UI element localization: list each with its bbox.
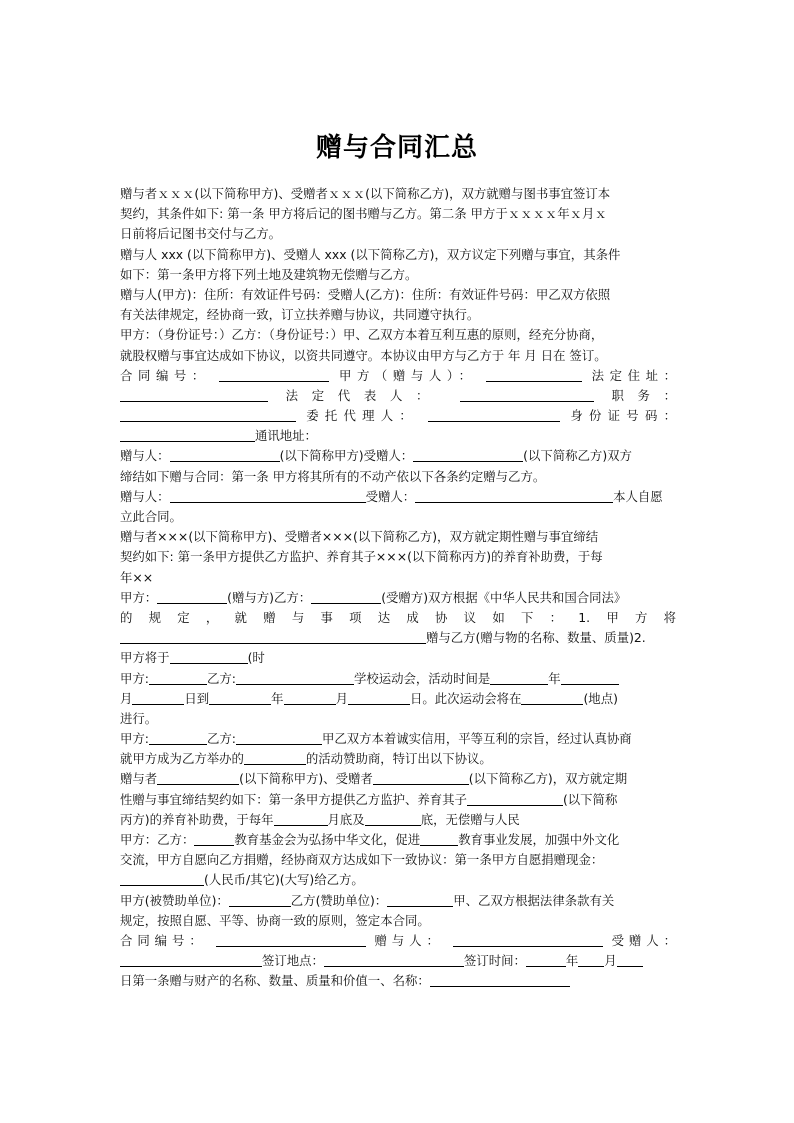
blank-underline	[348, 690, 410, 705]
line-text: 交流，甲方自愿向乙方捐赠，经协商双方达成如下一致协议：第一条甲方自愿捐赠现金：	[120, 852, 604, 868]
line-text: 年	[271, 690, 284, 706]
line-text: 的规定，就赠与事项达成协议如下：1.甲方将	[120, 609, 676, 625]
line-text: 立此合同。	[120, 509, 182, 524]
blank-underline	[120, 952, 262, 967]
text-line	[120, 507, 676, 527]
text-line	[120, 487, 676, 507]
text-line	[120, 971, 676, 991]
line-text: 合同编号：	[120, 932, 207, 948]
line-text: 月	[120, 690, 133, 706]
line-text: 赠与者×××(以下简称甲方)、受赠者×××(以下简称乙方)，双方就定期性赠与事宜缔结	[120, 529, 599, 545]
line-text: (以下简称	[562, 791, 618, 807]
text-line	[120, 366, 676, 386]
text-line	[120, 669, 676, 689]
line-text: 进行。	[120, 710, 158, 726]
text-line	[120, 467, 676, 487]
line-text: (以下简称乙方)双方	[523, 448, 632, 464]
text-line	[120, 406, 676, 426]
line-text: 受赠人：	[611, 932, 676, 948]
blank-underline	[236, 730, 322, 745]
text-line	[120, 588, 676, 608]
line-text: 甲方：乙方：	[120, 832, 195, 847]
text-line	[120, 386, 676, 406]
text-line	[120, 891, 676, 911]
blank-underline	[170, 447, 280, 462]
line-text: (以下简称乙方)，双方就定期	[468, 771, 628, 787]
line-text: 法定代表人：	[285, 387, 443, 403]
blank-underline	[561, 670, 619, 685]
text-line	[120, 527, 676, 547]
line-text: 契约如下: 第一条甲方提供乙方监护、养育其子×××(以下简称丙方)的养育补助费，于每	[120, 549, 603, 565]
line-text: 日。此次运动会将在	[409, 690, 522, 706]
line-text: 法定住址：	[591, 367, 676, 383]
line-text: 契约，其条件如下: 第一条 甲方将后记的图书赠与乙方。第二条 甲方于ｘｘｘｘ年ｘ月ｘ	[120, 206, 607, 222]
line-text: 赠与者ｘｘｘ(以下简称甲方)、受赠者ｘｘｘ(以下简称乙方)，双方就赠与图书事宜签订本	[120, 186, 611, 201]
line-text: 有关法律规定，经协商一致，订立扶养赠与协议，共同遵守执行。	[120, 307, 480, 323]
text-line	[120, 709, 676, 729]
line-text: 甲方：	[120, 589, 158, 605]
line-text: (以下简称甲方)、受赠者	[239, 771, 373, 787]
line-text: 甲方:	[120, 731, 149, 747]
blank-underline	[521, 690, 583, 705]
blank-underline	[120, 387, 268, 402]
line-text: 赠与人(甲方)：住所：有效证件号码：受赠人(乙方)：住所：有效证件号码：甲乙双方依照	[120, 286, 611, 302]
line-text: 赠与人：	[374, 932, 444, 948]
blank-underline	[157, 770, 239, 785]
blank-underline	[149, 730, 207, 745]
blank-underline	[617, 952, 643, 967]
line-text: 教育事业发展，加强中外文化	[458, 832, 620, 847]
text-line	[120, 729, 676, 749]
text-line	[120, 224, 676, 244]
blank-underline	[365, 811, 421, 826]
line-text: 职务：	[611, 387, 676, 403]
blank-underline	[194, 831, 234, 846]
text-line	[120, 547, 676, 567]
text-line	[120, 951, 676, 971]
blank-underline	[373, 770, 469, 785]
line-text: 缔结如下赠与合同：第一条 甲方将其所有的不动产依以下各条约定赠与乙方。	[120, 468, 546, 484]
text-line	[120, 790, 676, 810]
blank-underline	[526, 952, 566, 967]
line-text: 甲乙双方本着诚实信用，平等互利的宗旨，经过认真协商	[321, 731, 632, 747]
line-text: (赠与方)乙方：	[227, 589, 312, 605]
line-text: 合同编号：	[120, 367, 210, 383]
blank-underline	[284, 690, 336, 705]
text-line	[120, 346, 676, 366]
blank-underline	[274, 811, 328, 826]
blank-underline	[428, 407, 560, 422]
text-line	[120, 769, 676, 789]
text-line	[120, 608, 676, 628]
line-text: 性赠与事宜缔结契约如下：第一条甲方提供乙方监护、养育其子	[120, 791, 467, 807]
line-text: 丙方)的养育补助费，于每年	[120, 811, 274, 827]
blank-underline	[120, 871, 204, 886]
document-body	[120, 184, 676, 992]
line-text: 身份证号码：	[570, 408, 676, 424]
text-line	[120, 931, 676, 951]
blank-underline	[453, 932, 603, 947]
blank-underline	[490, 670, 548, 685]
blank-underline	[311, 589, 381, 604]
line-text: 赠与人 xxx (以下简称甲方)、受赠人 xxx (以下简称乙方)，双方议定下列赠与事宜，其条件	[120, 246, 621, 262]
text-line	[120, 830, 676, 850]
line-text: 赠与人：	[120, 448, 170, 464]
text-line	[120, 850, 676, 870]
blank-underline	[467, 791, 563, 806]
text-line	[120, 184, 676, 204]
line-text: 甲方：（身份证号：）乙方：（身份证号：）甲、乙双方本着互利互惠的原则，经充分协商，	[120, 327, 604, 343]
line-text: 甲方（赠与人）：	[338, 367, 477, 383]
line-text: 年××	[120, 569, 154, 585]
blank-underline	[244, 750, 306, 765]
line-text: 赠与者	[120, 771, 158, 787]
line-text: 月底及	[327, 811, 365, 827]
line-text: 就甲方成为乙方举办的	[120, 751, 244, 767]
line-text: (时	[247, 650, 265, 666]
line-text: 月	[335, 690, 348, 706]
line-text: 赠与人：	[120, 488, 170, 504]
text-line	[120, 911, 676, 931]
line-text: 规定，按照自愿、平等、协商一致的原则，签定本合同。	[120, 912, 430, 928]
line-text: 签订地点：	[262, 953, 324, 969]
line-text: 日第一条赠与财产的名称、数量、质量和价值一、名称：	[120, 973, 430, 989]
line-text: 签订时间：	[463, 953, 526, 969]
blank-underline	[209, 690, 271, 705]
line-text: 日前将后记图书交付与乙方。	[120, 226, 282, 242]
text-line	[120, 568, 676, 588]
line-text: (受赠方)双方根据《中华人民共和国合同法》	[381, 589, 627, 605]
document-title: 赠与合同汇总	[315, 133, 478, 163]
line-text: (以下简称甲方)受赠人：	[279, 448, 414, 464]
line-text: 通讯地址：	[255, 428, 317, 444]
line-text: 甲方:	[120, 670, 149, 686]
line-text: 受赠人：	[365, 488, 416, 504]
text-line	[120, 749, 676, 769]
text-line	[120, 689, 676, 709]
blank-underline	[413, 447, 523, 462]
line-text: 赠与乙方(赠与物的名称、数量、质量)2.	[426, 630, 646, 646]
line-text: 年	[548, 670, 561, 686]
line-text: 如下：第一条甲方将下列土地及建筑物无偿赠与乙方。	[120, 266, 418, 282]
blank-underline	[120, 629, 426, 644]
blank-underline	[229, 892, 291, 907]
line-text: 本人自愿	[613, 488, 663, 504]
blank-underline	[415, 488, 613, 503]
text-line	[120, 325, 676, 345]
blank-underline	[460, 387, 594, 402]
text-line	[120, 628, 676, 648]
line-text: 乙方:	[206, 731, 236, 747]
blank-underline	[219, 367, 329, 382]
blank-underline	[149, 670, 207, 685]
blank-underline	[170, 649, 248, 664]
line-text: 甲方(被赞助单位)：	[120, 892, 229, 908]
blank-underline	[132, 690, 184, 705]
line-text: 委托代理人：	[306, 408, 419, 424]
blank-underline	[236, 670, 354, 685]
line-text: 乙方:	[206, 670, 236, 686]
blank-underline	[170, 488, 366, 503]
text-line	[120, 870, 676, 890]
line-text: 甲、乙双方根据法律条款有关	[453, 892, 615, 908]
blank-underline	[120, 427, 255, 442]
line-text: 甲方将于	[120, 650, 170, 666]
text-line	[120, 648, 676, 668]
line-text: 年	[565, 953, 579, 969]
line-text: 乙方(赞助单位)：	[290, 892, 388, 908]
text-line	[120, 810, 676, 830]
blank-underline	[387, 892, 453, 907]
text-line	[120, 426, 676, 446]
blank-underline	[216, 932, 366, 947]
text-line	[120, 265, 676, 285]
blank-underline	[578, 952, 604, 967]
line-text: (地点)	[583, 690, 618, 706]
text-line	[120, 446, 676, 466]
text-line	[120, 305, 676, 325]
text-line	[120, 204, 676, 224]
blank-underline	[420, 831, 458, 846]
blank-underline	[120, 407, 296, 422]
line-text: 日到	[184, 690, 210, 706]
text-line	[120, 245, 676, 265]
line-text: 就股权赠与事宜达成如下协议，以资共同遵守。本协议由甲方与乙方于 年 月 日在 签订。	[120, 347, 607, 363]
line-text: 月	[604, 953, 617, 969]
line-text: 底，无偿赠与人民	[420, 811, 520, 827]
line-text: (人民币/其它)(大写)给乙方。	[204, 872, 364, 888]
blank-underline	[430, 972, 570, 987]
text-line	[120, 285, 676, 305]
blank-underline	[486, 367, 582, 382]
line-text: 教育基金会为弘扬中华文化，促进	[234, 832, 421, 847]
blank-underline	[157, 589, 227, 604]
line-text: 学校运动会，活动时间是	[353, 670, 491, 686]
line-text: 的活动赞助商，特订出以下协议。	[305, 751, 492, 767]
blank-underline	[324, 952, 464, 967]
